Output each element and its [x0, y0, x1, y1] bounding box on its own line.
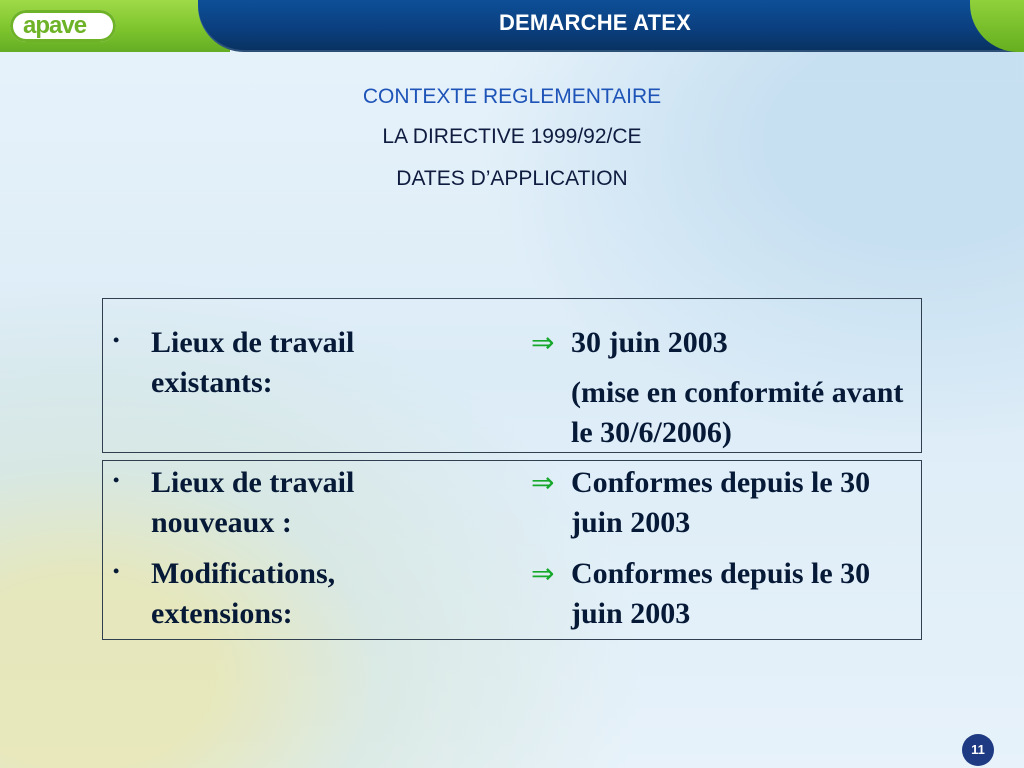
arrow-right-icon: ⇒: [531, 466, 555, 499]
bullet-icon: •: [113, 470, 120, 490]
arrow-right-icon: ⇒: [531, 326, 555, 359]
existing-workplaces-note: (mise en conformité avant le 30/6/2006): [571, 376, 904, 449]
bullet-icon: •: [113, 561, 120, 581]
page-number-badge: 11: [962, 734, 994, 766]
context-title: CONTEXTE REGLEMENTAIRE: [362, 85, 662, 108]
new-workplaces-date: Conformes depuis le 30 juin 2003: [571, 466, 871, 539]
new-workplaces-box: [102, 460, 922, 640]
existing-workplaces-label: Lieux de travail existants:: [151, 326, 355, 399]
apave-logo-text: apave: [23, 12, 87, 39]
header-title: DEMARCHE ATEX: [498, 10, 692, 35]
new-workplaces-label: Lieux de travail nouveaux :: [151, 466, 355, 539]
arrow-right-icon: ⇒: [531, 557, 555, 590]
bullet-icon: •: [113, 330, 120, 350]
modifications-date: Conformes depuis le 30 juin 2003: [571, 557, 871, 630]
existing-workplaces-box: [102, 298, 922, 453]
modifications-label: Modifications, extensions:: [151, 557, 336, 630]
directive-title: LA DIRECTIVE 1999/92/CE: [382, 125, 642, 148]
slide-header: [0, 0, 1024, 52]
existing-workplaces-date: 30 juin 2003: [571, 326, 728, 359]
apave-logo: [10, 10, 116, 42]
dates-title: DATES D’APPLICATION: [396, 167, 628, 190]
